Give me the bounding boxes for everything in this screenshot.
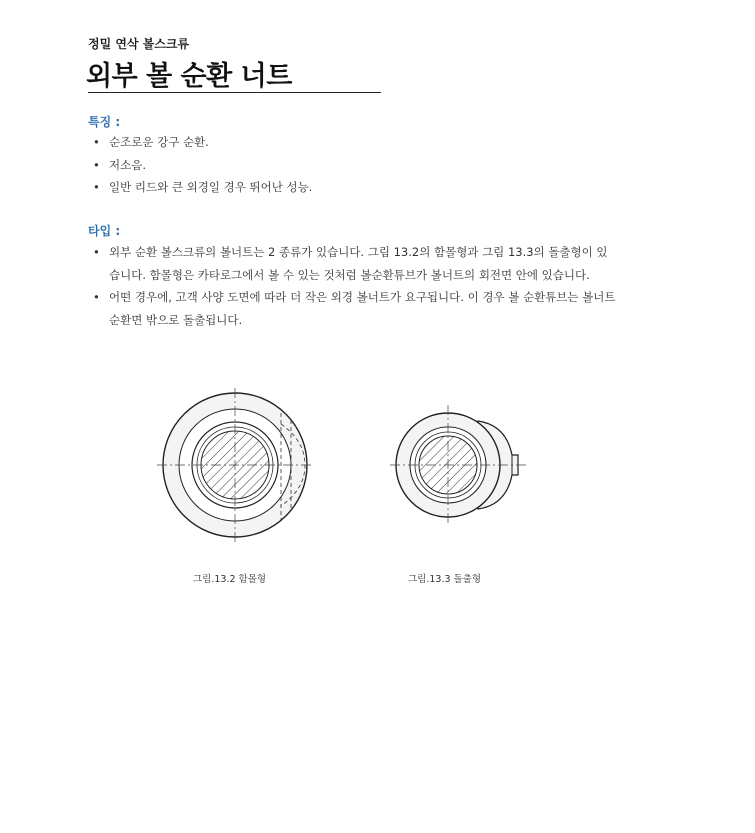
type-item: • 어떤 경우에, 고객 사양 도면에 따라 더 작은 외경 볼너트가 요구됩니다. 이 경우 볼 순환튜브는 볼너트 순환면 밖으로 돌출됩니다. bbox=[88, 286, 618, 331]
type-item: • 외부 순환 볼스크류의 볼너트는 2 종류가 있습니다. 그림 13.2의 함몰형과 그림 13.3의 돌출형이 있습니다. 함몰형은 카타로그에서 볼 수 있는 것처럼 볼순환튜브가 볼너트의 회전면 안에 있습니다. bbox=[88, 241, 618, 286]
types-list bbox=[88, 241, 618, 331]
figure-recessed-nut-drawing bbox=[155, 386, 315, 546]
feature-item: • 일반 리드와 큰 외경일 경우 뛰어난 성능. bbox=[88, 176, 618, 199]
feature-item: • 순조로운 강구 순환. bbox=[88, 131, 618, 154]
types-heading: 타입 : bbox=[88, 224, 121, 238]
feature-item: • 저소음. bbox=[88, 154, 618, 177]
figure-protruding-nut-drawing bbox=[388, 403, 528, 528]
page-title: 외부 볼 순환 너트 bbox=[86, 61, 292, 92]
features-list bbox=[88, 131, 618, 199]
figure-caption: 그림.13.3 돌출형 bbox=[408, 574, 482, 585]
document-supertitle: 정밀 연삭 볼스크류 bbox=[88, 37, 190, 51]
title-divider bbox=[88, 92, 381, 93]
features-heading: 특징 : bbox=[88, 115, 121, 129]
figure-caption: 그림.13.2 함몰형 bbox=[193, 574, 267, 585]
